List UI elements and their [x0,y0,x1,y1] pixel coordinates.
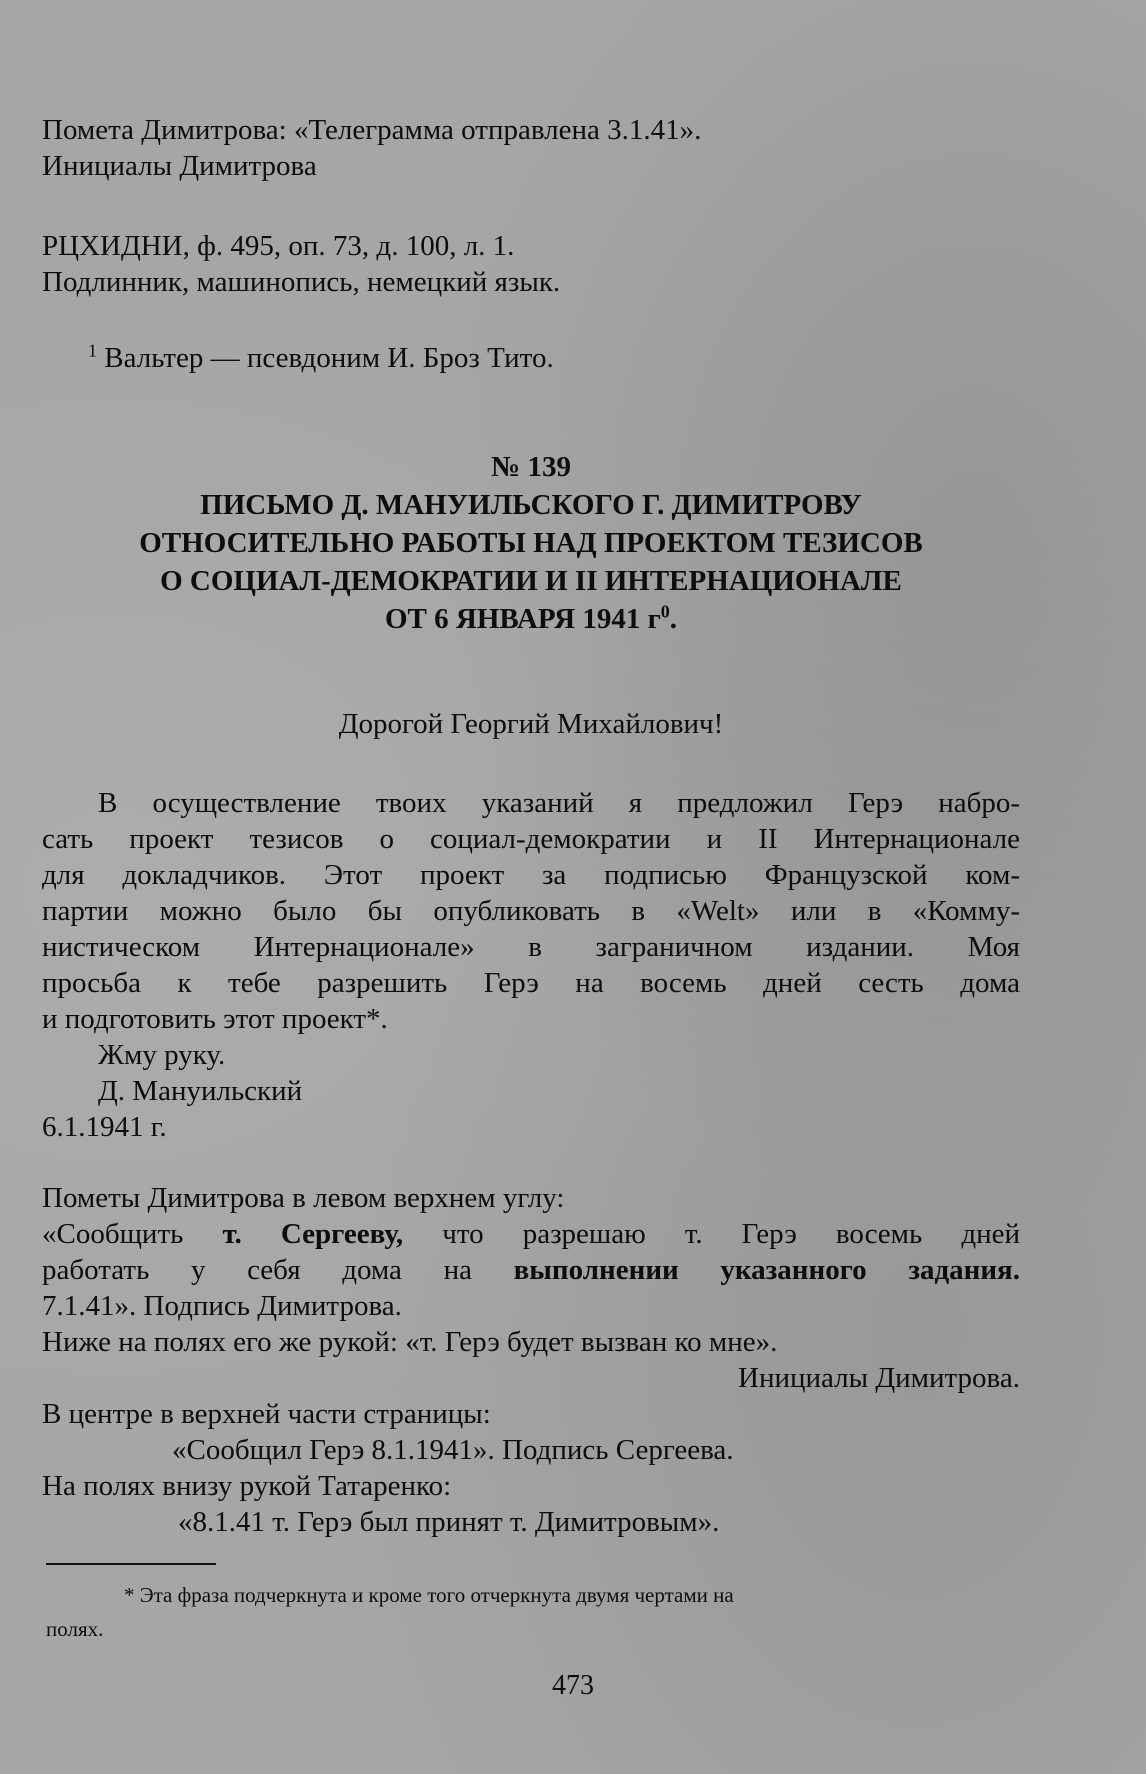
remarks-line-6: В центре в верхней части страницы: [42,1398,491,1430]
letter-line-2: сать проект тезисов о социал-демократии и II Интернационале [42,823,1020,855]
letter-line-1: В осуществление твоих указаний я предложил Герэ набро- [98,787,1020,819]
remarks-header: Пометы Димитрова в левом верхнем углу: [42,1182,565,1214]
bottom-footnote-line-2: полях. [46,1617,104,1641]
remarks-line-2-bold: выполнении указанного задания. [513,1254,1020,1286]
letter-date: 6.1.1941 г. [42,1111,167,1143]
heading-line-4 [42,600,1020,638]
remarks-line-5: Инициалы Димитрова. [738,1362,1020,1394]
archive-line-2: Подлинник, машинопись, немецкий язык. [42,266,561,298]
remarks-line-1-a: «Сообщить [42,1218,223,1250]
remarks-line-2-a: работать у себя дома на [42,1254,514,1286]
page-number: 473 [552,1670,594,1701]
bottom-footnote [46,1578,1020,1646]
remarks [42,1180,1020,1540]
heading-line-2: ОТНОСИТЕЛЬНО РАБОТЫ НАД ПРОЕКТОМ ТЕЗИСОВ [139,527,923,559]
letter-line-4: партии можно было бы опубликовать в «Welt» или в «Комму- [42,895,1020,927]
footnote-1-marker: 1 [88,340,97,361]
top-note [42,112,1020,184]
document-heading [42,448,1020,638]
top-note-line-2: Инициалы Димитрова [42,150,317,182]
salutation-text: Дорогой Георгий Михайлович! [338,708,724,740]
letter-line-5: нистическом Интернационале» в заграничном издании. Моя [42,931,1020,963]
footnote-1-text: Вальтер — псевдоним И. Броз Тито. [104,342,554,374]
remarks-line-1-bold: т. Сергееву, [222,1218,404,1250]
heading-line-1: ПИСЬМО Д. МАНУИЛЬСКОГО Г. ДИМИТРОВУ [200,489,862,521]
archive-line-1: РЦХИДНИ, ф. 495, оп. 73, д. 100, л. 1. [42,230,515,262]
remarks-line-2 [42,1252,1020,1288]
remarks-line-3: 7.1.41». Подпись Димитрова. [42,1290,402,1322]
footnote-1-line [42,340,1020,376]
heading-line-3: О СОЦИАЛ-ДЕМОКРАТИИ И II ИНТЕРНАЦИОНАЛЕ [160,565,902,597]
letter-signature: Д. Мануильский [98,1075,303,1107]
remarks-line-1 [42,1216,1020,1252]
document-number: № 139 [491,451,571,483]
remarks-line-9: «8.1.41 т. Герэ был принят т. Димитровым». [178,1506,720,1538]
letter-body [42,785,1020,1145]
remarks-line-1-b: что разрешаю т. Герэ восемь дней [403,1218,1020,1250]
letter-closing: Жму руку. [98,1039,226,1071]
heading-line-4-end: . [669,603,677,635]
archive-reference [42,228,1020,300]
top-note-line-1: Помета Димитрова: «Телеграмма отправлена 3.1.41». [42,114,702,146]
salutation [42,706,1020,742]
heading-line-4-sup: 0 [660,601,670,622]
remarks-line-7: «Сообщил Герэ 8.1.1941». Подпись Сергеева. [172,1434,734,1466]
letter-line-7: и подготовить этот проект*. [42,1003,388,1035]
bottom-footnote-line-1: * Эта фраза подчеркнута и кроме того отчеркнута двумя чертами на [124,1583,734,1607]
letter-line-3: для докладчиков. Этот проект за подписью Французской ком- [42,859,1020,891]
remarks-line-4: Ниже на полях его же рукой: «т. Герэ будет вызван ко мне». [42,1326,778,1358]
heading-line-4-text: ОТ 6 ЯНВАРЯ 1941 г [385,603,661,635]
footnote-divider [46,1563,216,1565]
letter-line-6: просьба к тебе разрешить Герэ на восемь дней сесть дома [42,967,1020,999]
footnote-1 [42,340,1020,376]
remarks-line-8: На полях внизу рукой Татаренко: [42,1470,452,1502]
